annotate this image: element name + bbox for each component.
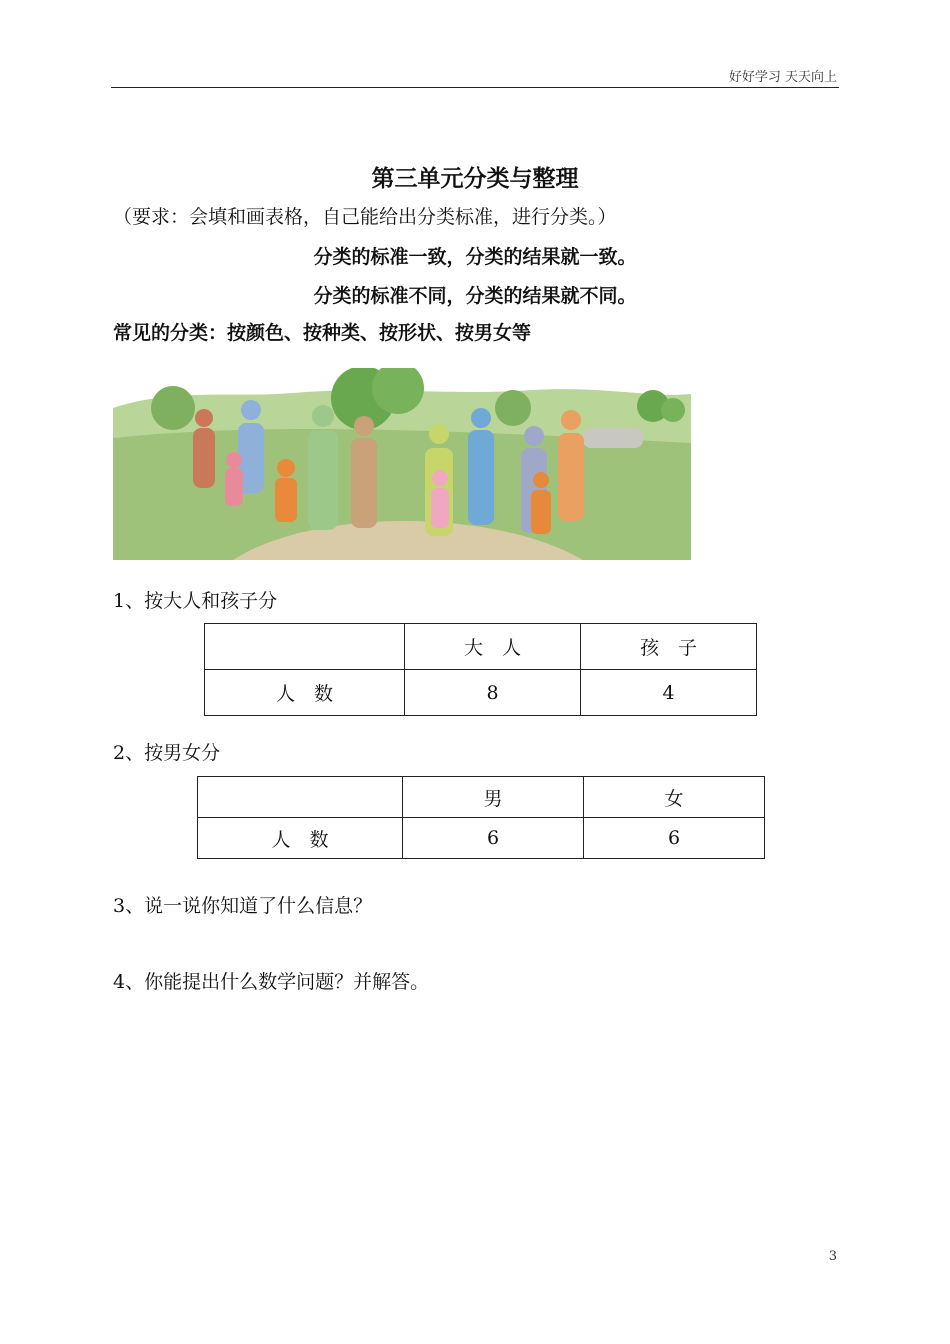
- male-count: 6: [403, 818, 584, 859]
- table-header-row: [198, 777, 765, 818]
- table-row-label: 人 数: [205, 670, 405, 716]
- question-4: 4、你能提出什么数学问题？并解答。: [113, 971, 430, 993]
- female-count: 6: [584, 818, 765, 859]
- family-walk-illustration: [113, 368, 691, 560]
- children-count: 4: [581, 670, 757, 716]
- table-header-row: [205, 624, 757, 670]
- table-row: [205, 670, 757, 716]
- common-classification: 常见的分类：按颜色、按种类、按形状、按男女等: [113, 322, 532, 344]
- header-motto: 好好学习 天天向上: [728, 70, 837, 85]
- adults-count: 8: [405, 670, 581, 716]
- header-divider: [111, 87, 839, 88]
- table-header-male: 男: [403, 777, 584, 818]
- question-3: 3、说一说你知道了什么信息？: [113, 895, 373, 917]
- gender-table: [197, 776, 765, 859]
- table-cell: [198, 777, 403, 818]
- page-title: 第三单元分类与整理: [371, 166, 579, 192]
- question-1: 1、按大人和孩子分: [113, 590, 278, 612]
- table-header-adults: 大 人: [405, 624, 581, 670]
- table-header-female: 女: [584, 777, 765, 818]
- question-2: 2、按男女分: [113, 742, 221, 764]
- table-row: [198, 818, 765, 859]
- adults-children-table: [204, 623, 757, 716]
- requirement-text: （要求：会填和画表格，自己能给出分类标准，进行分类。）: [113, 206, 617, 228]
- page-number: 3: [828, 1249, 837, 1264]
- rule-different: 分类的标准不同，分类的结果就不同。: [313, 285, 637, 307]
- table-cell: [205, 624, 405, 670]
- table-row-label: 人 数: [198, 818, 403, 859]
- rule-consistent: 分类的标准一致，分类的结果就一致。: [313, 246, 637, 268]
- table-header-children: 孩 子: [581, 624, 757, 670]
